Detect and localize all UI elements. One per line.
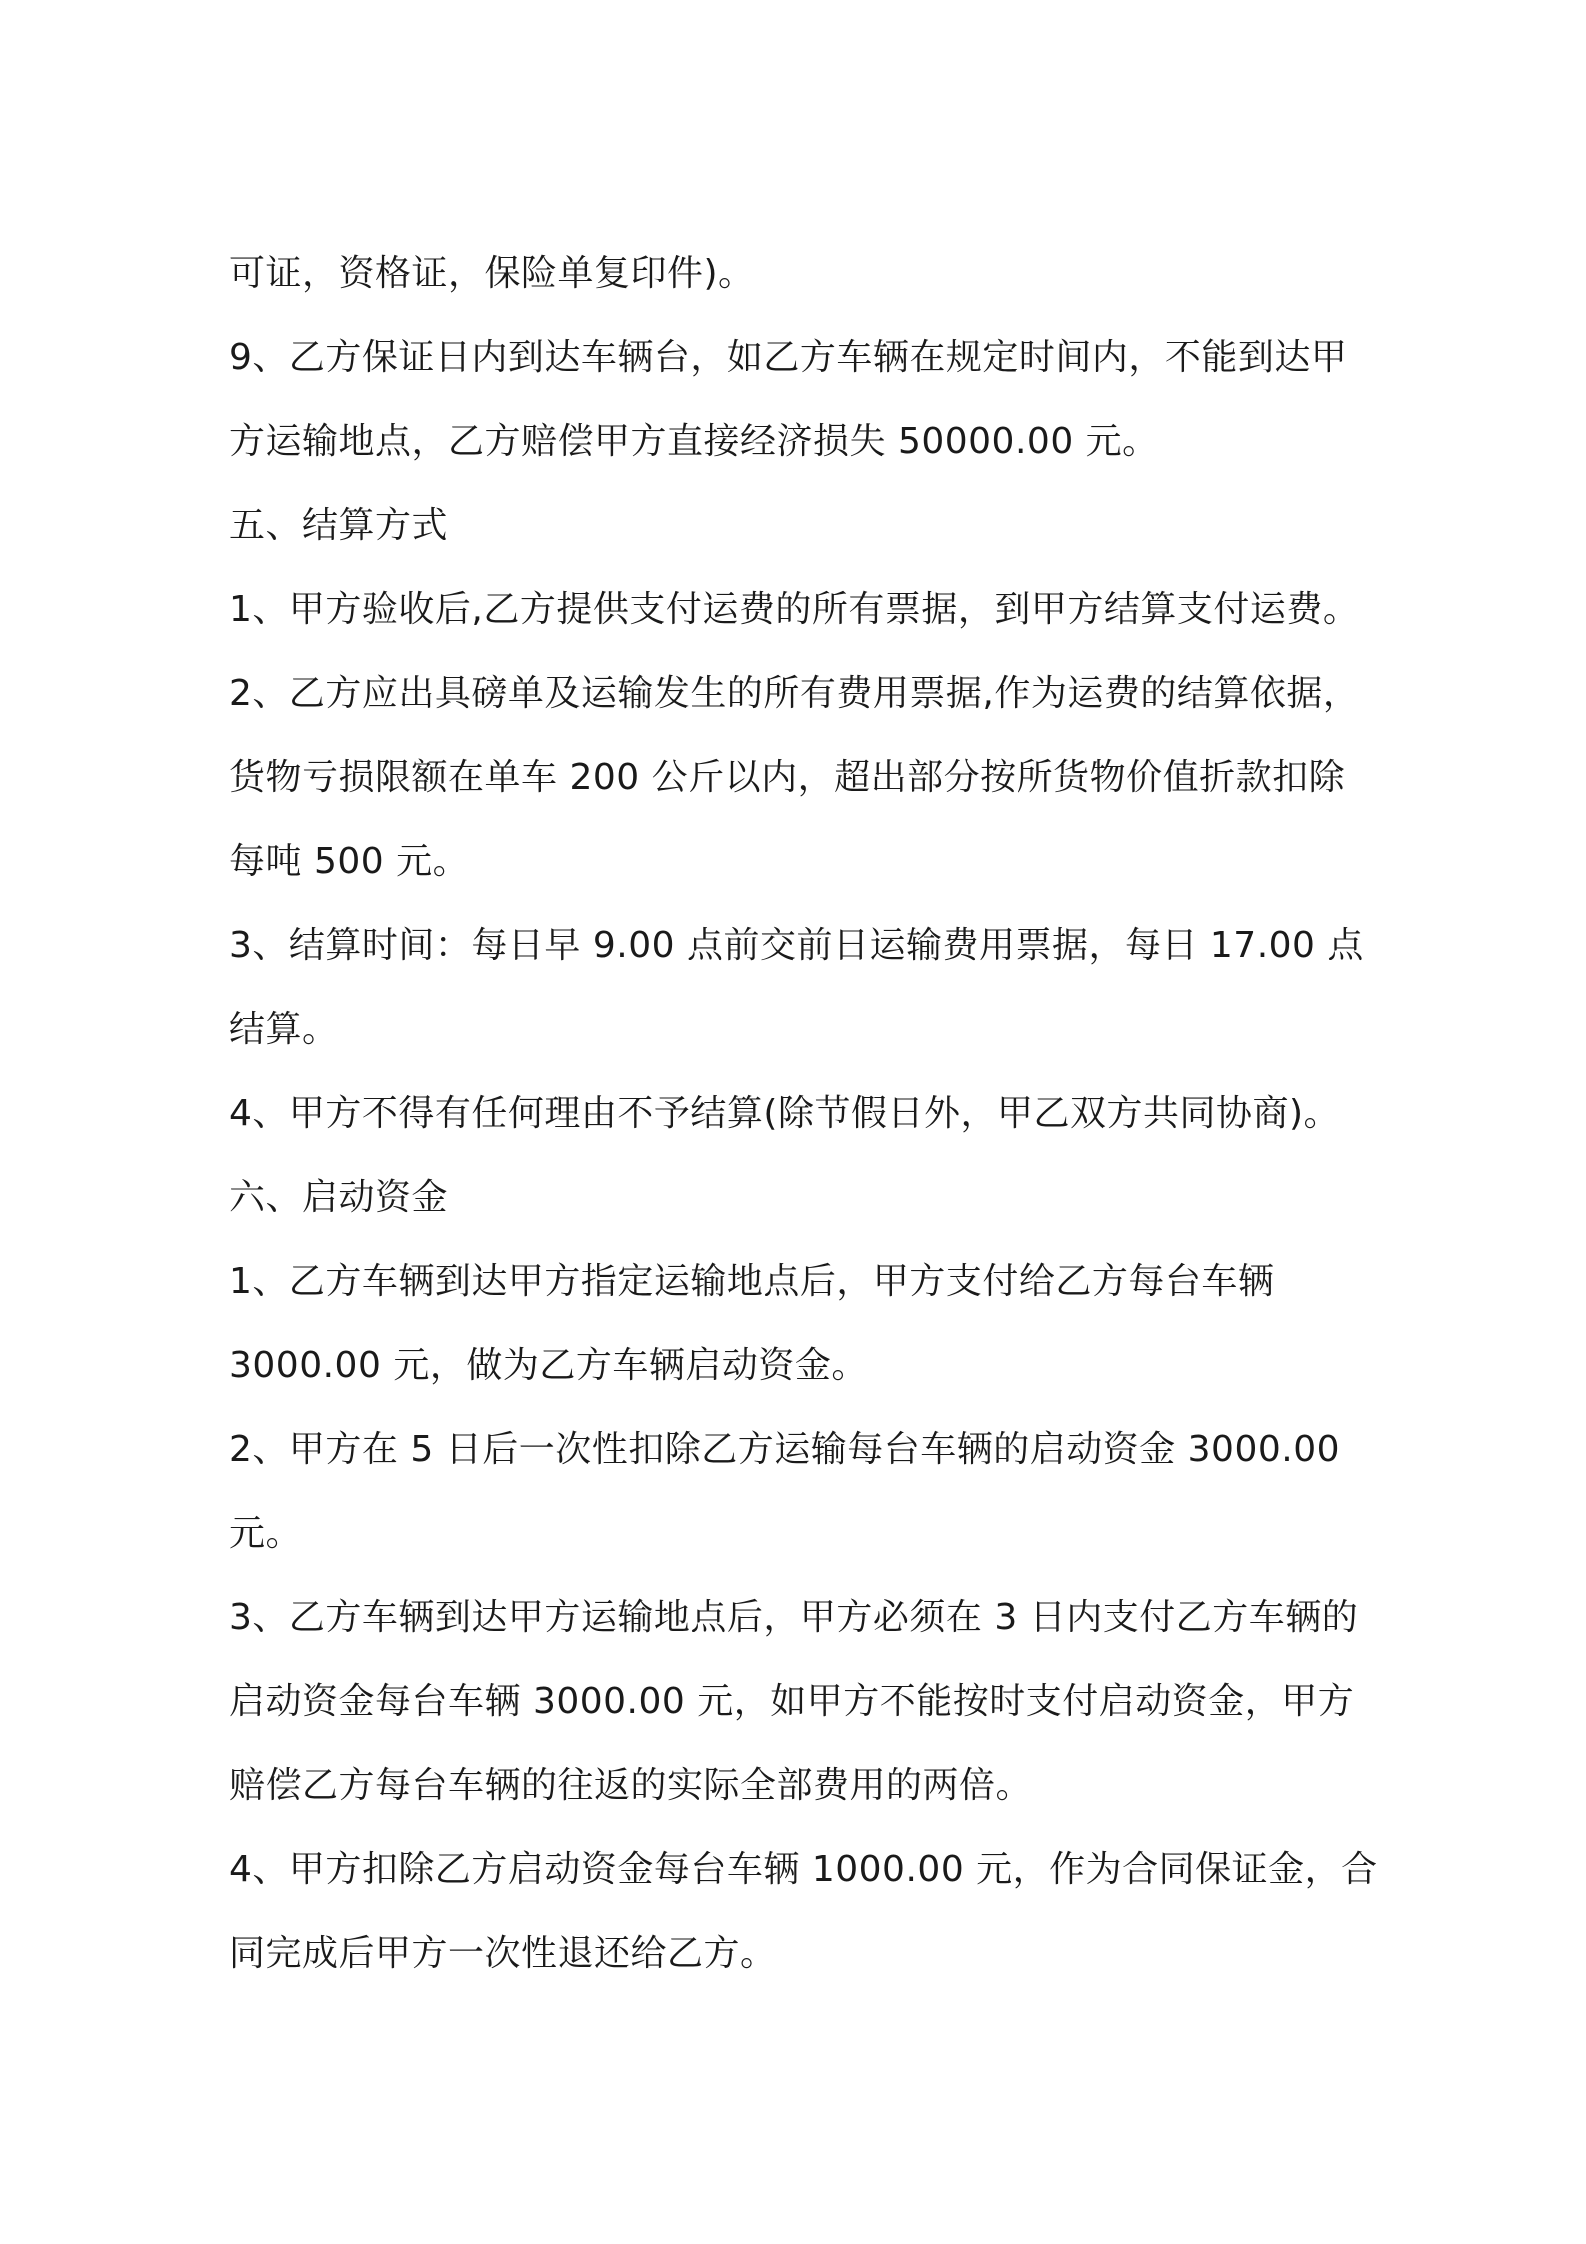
text-line: 4、甲方扣除乙方启动资金每台车辆 1000.00 元，作为合同保证金，合 [229,1849,1378,1890]
document-body [229,232,1379,1996]
text-line: 2、乙方应出具磅单及运输发生的所有费用票据,作为运费的结算依据， [229,673,1360,714]
text-line: 1、甲方验收后,乙方提供支付运费的所有票据，到甲方结算支付运费。 [229,589,1360,630]
section-heading: 五、结算方式 [229,505,449,546]
text-line: 3、乙方车辆到达甲方运输地点后，甲方必须在 3 日内支付乙方车辆的 [229,1597,1359,1638]
paragraph-funds-2 [229,1408,1379,1576]
text-line: 同完成后甲方一次性退还给乙方。 [229,1933,777,1974]
section-heading-startup-funds [229,1156,1379,1240]
text-line: 可证，资格证，保险单复印件)。 [229,253,755,294]
paragraph-clause-9 [229,316,1379,484]
paragraph-funds-3 [229,1576,1379,1828]
text-line: 元。 [229,1513,303,1554]
text-line: 启动资金每台车辆 3000.00 元，如甲方不能按时支付启动资金，甲方 [229,1681,1355,1722]
section-heading: 六、启动资金 [229,1177,449,1218]
paragraph-funds-1 [229,1240,1379,1408]
text-line: 2、甲方在 5 日后一次性扣除乙方运输每台车辆的启动资金 3000.00 [229,1429,1341,1470]
paragraph-settlement-2 [229,652,1379,904]
text-line: 1、乙方车辆到达甲方指定运输地点后，甲方支付给乙方每台车辆 [229,1261,1275,1302]
text-line: 方运输地点，乙方赔偿甲方直接经济损失 50000.00 元。 [229,421,1159,462]
paragraph-settlement-3 [229,904,1379,1072]
text-line: 赔偿乙方每台车辆的往返的实际全部费用的两倍。 [229,1765,1033,1806]
text-line: 结算。 [229,1009,339,1050]
text-line: 3、结算时间：每日早 9.00 点前交前日运输费用票据，每日 17.00 点 [229,925,1364,966]
text-line: 9、乙方保证日内到达车辆台，如乙方车辆在规定时间内，不能到达甲 [229,337,1348,378]
section-heading-settlement [229,484,1379,568]
text-line: 3000.00 元，做为乙方车辆启动资金。 [229,1345,868,1386]
paragraph-settlement-1 [229,568,1379,652]
paragraph-funds-4 [229,1828,1379,1996]
paragraph-license-copies [229,232,1379,316]
paragraph-settlement-4 [229,1072,1379,1156]
text-line: 货物亏损限额在单车 200 公斤以内，超出部分按所货物价值折款扣除 [229,757,1346,798]
text-line: 每吨 500 元。 [229,841,470,882]
text-line: 4、甲方不得有任何理由不予结算(除节假日外，甲乙双方共同协商)。 [229,1093,1340,1134]
